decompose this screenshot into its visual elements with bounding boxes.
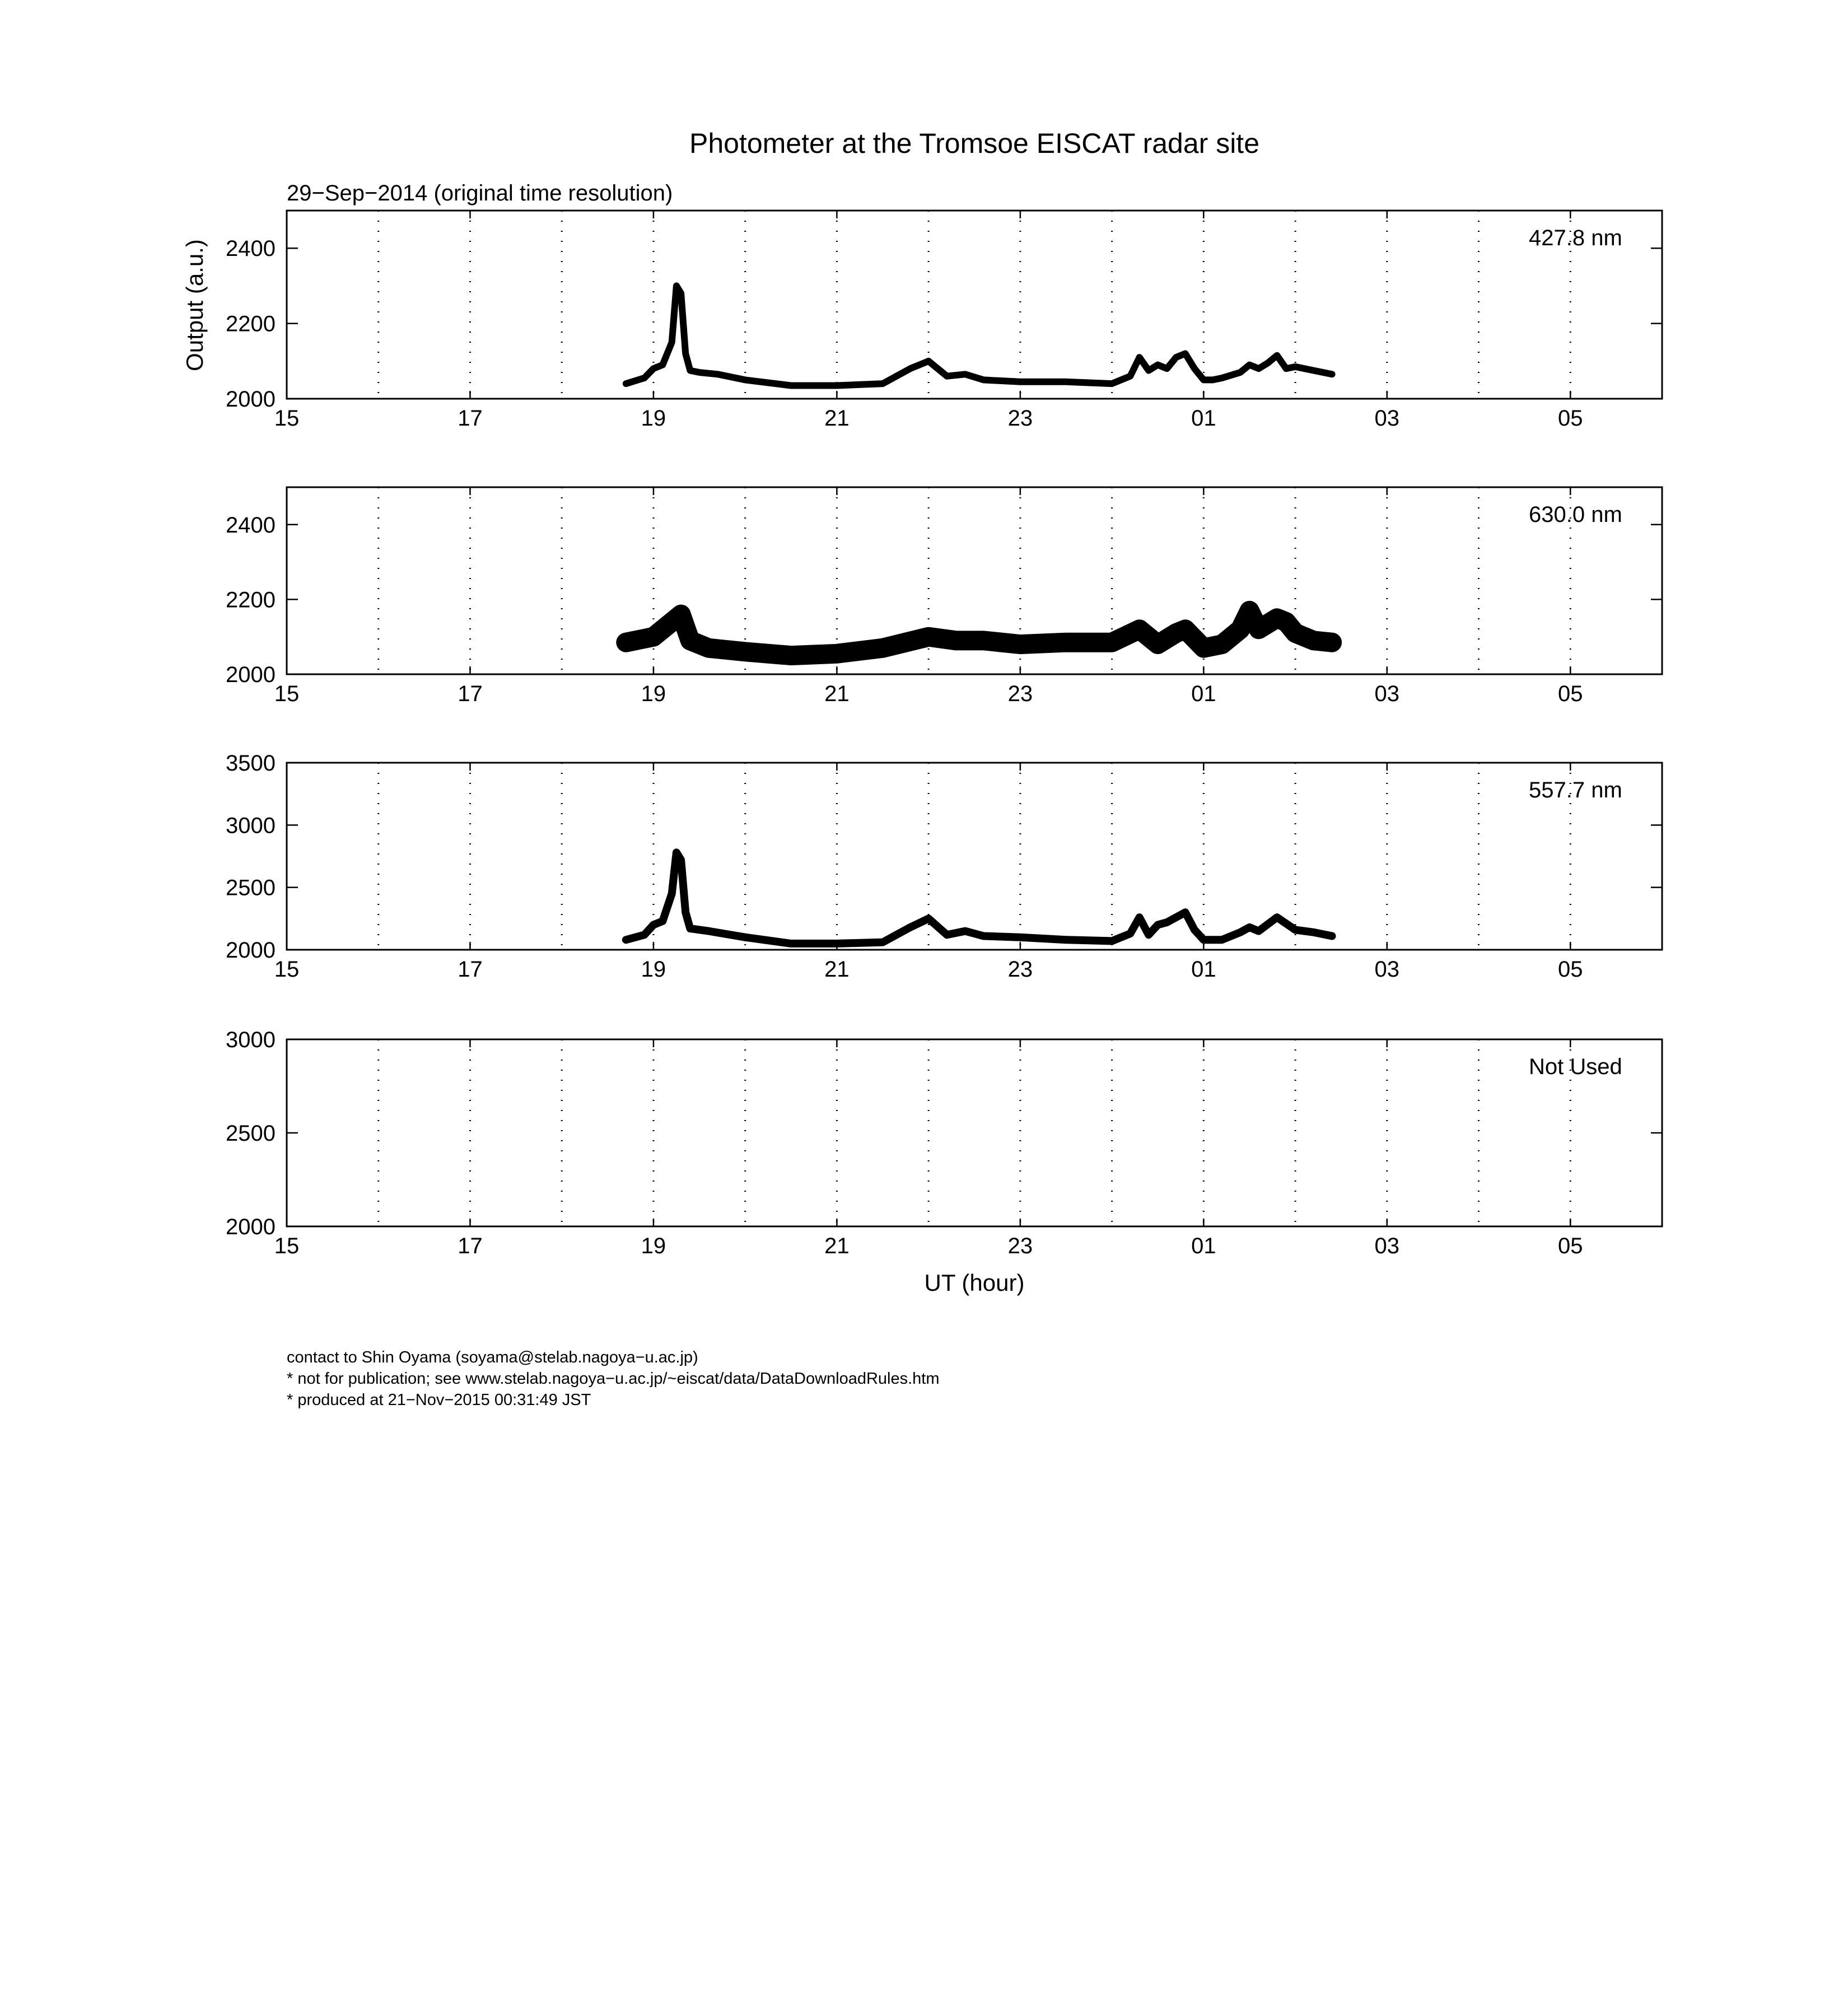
series-point <box>1312 931 1315 934</box>
series-point <box>1165 367 1169 370</box>
series-point <box>679 613 683 616</box>
panel-3 <box>226 751 1662 982</box>
series-point <box>1065 938 1068 941</box>
x-tick-label: 05 <box>1558 1234 1583 1258</box>
series-point <box>643 376 646 380</box>
series-line-core <box>626 286 1332 385</box>
series-point <box>670 892 674 895</box>
axes-box <box>287 1039 1662 1226</box>
x-tick-label: 15 <box>274 1234 300 1258</box>
series-point <box>684 911 687 914</box>
y-axis-label: Output (a.u.) <box>181 239 208 371</box>
series-point <box>1266 361 1270 365</box>
series-point <box>1147 933 1150 936</box>
series-point <box>679 858 683 862</box>
series-point <box>1239 628 1242 631</box>
series-point <box>707 930 710 933</box>
x-tick-label: 01 <box>1191 406 1216 431</box>
series-point <box>707 646 710 650</box>
series-point <box>1138 916 1141 919</box>
series-point <box>1019 936 1022 939</box>
y-tick-label: 2000 <box>226 662 276 687</box>
axes-box <box>287 763 1662 950</box>
series-point <box>982 378 985 381</box>
series-point <box>1174 632 1178 635</box>
series-point <box>964 372 967 376</box>
series-point <box>1275 916 1278 919</box>
series-point <box>1156 923 1159 926</box>
y-tick-label: 2200 <box>226 587 276 613</box>
series-point <box>790 384 793 387</box>
series-point <box>835 942 838 945</box>
x-tick-label: 17 <box>458 406 483 431</box>
series-point <box>982 639 985 642</box>
series-point <box>1156 643 1159 646</box>
series-point <box>744 936 747 939</box>
series-point <box>661 920 664 923</box>
panels <box>226 211 1662 1258</box>
series-point <box>624 938 628 941</box>
footnotes <box>287 1347 940 1411</box>
figure-title: Photometer at the Tromsoe EISCAT radar site <box>689 128 1260 159</box>
series-point <box>670 340 674 344</box>
x-tick-label: 05 <box>1558 682 1583 706</box>
x-tick-label: 17 <box>458 1234 483 1258</box>
y-tick-label: 2200 <box>226 311 276 337</box>
series-point <box>790 942 793 945</box>
series-point <box>954 639 958 642</box>
wavelength-label: Not Used <box>1529 1054 1622 1079</box>
series-point <box>881 382 884 385</box>
panel-4 <box>226 1028 1662 1258</box>
series-point <box>1065 380 1068 384</box>
series-point <box>1138 628 1141 631</box>
series-point <box>1019 643 1022 646</box>
series-point <box>1275 617 1278 620</box>
series-point <box>652 635 655 638</box>
series-point <box>1220 643 1224 646</box>
usage-rules-note: * not for publication; see www.stelab.nagoya−u.ac.jp/~eiscat/data/DataDownloadRules.htm <box>287 1370 940 1388</box>
series-point <box>1257 628 1261 631</box>
series-point <box>1193 928 1196 931</box>
x-tick-label: 23 <box>1007 406 1033 431</box>
wavelength-label: 630.0 nm <box>1529 502 1622 527</box>
x-tick-label: 17 <box>458 957 483 982</box>
series-point <box>684 352 687 355</box>
y-tick-label: 2500 <box>226 875 276 900</box>
y-tick-label: 2500 <box>226 1121 276 1146</box>
series-point <box>790 654 793 657</box>
x-tick-label: 21 <box>824 1234 850 1258</box>
series-point <box>679 292 683 295</box>
series-point <box>670 620 674 623</box>
series-point <box>881 941 884 944</box>
series-point <box>927 360 930 363</box>
x-tick-label: 03 <box>1374 957 1400 982</box>
x-tick-label: 21 <box>824 406 850 431</box>
series-line-core <box>626 852 1332 944</box>
y-tick-label: 2400 <box>226 512 276 538</box>
x-tick-label: 21 <box>824 957 850 982</box>
x-tick-label: 19 <box>641 406 666 431</box>
series-point <box>688 639 692 642</box>
series-point <box>1065 641 1068 644</box>
series-point <box>1202 646 1205 650</box>
series-point <box>744 378 747 381</box>
x-tick-label: 17 <box>458 682 483 706</box>
series-point <box>1248 363 1251 367</box>
produced-note: * produced at 21−Nov−2015 00:31:49 JST <box>287 1391 591 1409</box>
series-point <box>1156 363 1159 367</box>
series-point <box>1202 938 1205 941</box>
series-point <box>835 652 838 655</box>
series-point <box>927 917 930 920</box>
series-point <box>1257 367 1261 370</box>
panel-1 <box>226 211 1662 431</box>
x-tick-label: 23 <box>1007 1234 1033 1258</box>
series-line <box>626 610 1332 655</box>
series-point <box>945 375 949 378</box>
series-point <box>661 363 664 367</box>
series-point <box>1184 911 1187 914</box>
x-tick-label: 23 <box>1007 682 1033 706</box>
series-point <box>1128 932 1132 935</box>
series-point <box>881 646 884 650</box>
y-tick-label: 3500 <box>226 751 276 776</box>
x-tick-label: 03 <box>1374 682 1400 706</box>
series-point <box>1220 938 1224 941</box>
x-tick-label: 23 <box>1007 957 1033 982</box>
series-point <box>652 923 655 926</box>
series-point <box>1193 367 1196 370</box>
series-point <box>1257 930 1261 933</box>
series-line <box>626 852 1332 944</box>
series-point <box>1211 378 1215 381</box>
series-point <box>1294 632 1297 635</box>
series-point <box>835 384 838 387</box>
series-point <box>652 367 655 370</box>
y-tick-label: 3000 <box>226 813 276 838</box>
x-tick-label: 19 <box>641 1234 666 1258</box>
series-point <box>1285 367 1288 370</box>
series-point <box>1331 935 1334 938</box>
y-tick-label: 2400 <box>226 236 276 262</box>
series-point <box>945 933 949 936</box>
series-point <box>1294 365 1297 368</box>
series-point <box>1128 375 1132 378</box>
x-tick-label: 01 <box>1191 957 1216 982</box>
wavelength-label: 557.7 nm <box>1529 778 1622 802</box>
series-point <box>1184 628 1187 631</box>
panel-2 <box>226 487 1662 706</box>
series-point <box>1184 352 1187 355</box>
y-tick-label: 2000 <box>226 387 276 412</box>
x-tick-label: 19 <box>641 682 666 706</box>
series-point <box>908 367 912 370</box>
series-point <box>1110 939 1114 942</box>
series-point <box>1248 609 1251 612</box>
series-point <box>1331 641 1334 644</box>
y-tick-label: 2000 <box>226 1215 276 1239</box>
axes-box <box>287 211 1662 399</box>
x-tick-label: 19 <box>641 957 666 982</box>
x-tick-label: 15 <box>274 957 300 982</box>
series-point <box>1019 380 1022 384</box>
x-tick-label: 03 <box>1374 406 1400 431</box>
series-point <box>675 284 678 287</box>
series-point <box>1294 928 1297 931</box>
wavelength-label: 427.8 nm <box>1529 226 1622 250</box>
series-point <box>964 930 967 933</box>
series-point <box>1285 620 1288 623</box>
series-point <box>1239 931 1242 934</box>
series-point <box>1147 369 1150 372</box>
series-point <box>908 926 912 929</box>
y-tick-label: 2000 <box>226 938 276 963</box>
series-point <box>1110 641 1114 644</box>
series-point <box>927 635 930 638</box>
series-point <box>643 933 646 936</box>
series-point <box>698 371 701 374</box>
x-tick-label: 01 <box>1191 682 1216 706</box>
series-point <box>982 935 985 938</box>
x-axis-label: UT (hour) <box>924 1270 1025 1296</box>
series-point <box>1202 378 1205 381</box>
series-point <box>1331 372 1334 376</box>
x-tick-label: 15 <box>274 406 300 431</box>
series-point <box>1220 376 1224 380</box>
series-point <box>1138 356 1141 359</box>
x-tick-label: 15 <box>274 682 300 706</box>
series-point <box>744 650 747 654</box>
series-point <box>1110 382 1114 385</box>
series-point <box>1312 639 1315 642</box>
x-tick-label: 03 <box>1374 1234 1400 1258</box>
series-point <box>624 641 628 644</box>
series-line <box>626 286 1332 385</box>
x-tick-label: 21 <box>824 682 850 706</box>
x-tick-label: 05 <box>1558 406 1583 431</box>
series-point <box>1239 371 1242 374</box>
figure-subtitle: 29−Sep−2014 (original time resolution) <box>287 181 673 206</box>
series-point <box>1312 369 1315 372</box>
x-tick-label: 01 <box>1191 1234 1216 1258</box>
series-point <box>624 382 628 385</box>
x-tick-label: 05 <box>1558 957 1583 982</box>
contact-note: contact to Shin Oyama (soyama@stelab.nagoya−u.ac.jp) <box>287 1348 698 1366</box>
series-point <box>688 369 692 372</box>
y-tick-label: 3000 <box>226 1028 276 1052</box>
series-point <box>1248 926 1251 929</box>
series-point <box>716 372 720 376</box>
series-point <box>1165 921 1169 924</box>
series-point <box>688 927 692 930</box>
series-point <box>1275 354 1278 357</box>
series-point <box>675 851 678 854</box>
series-point <box>1174 356 1178 359</box>
